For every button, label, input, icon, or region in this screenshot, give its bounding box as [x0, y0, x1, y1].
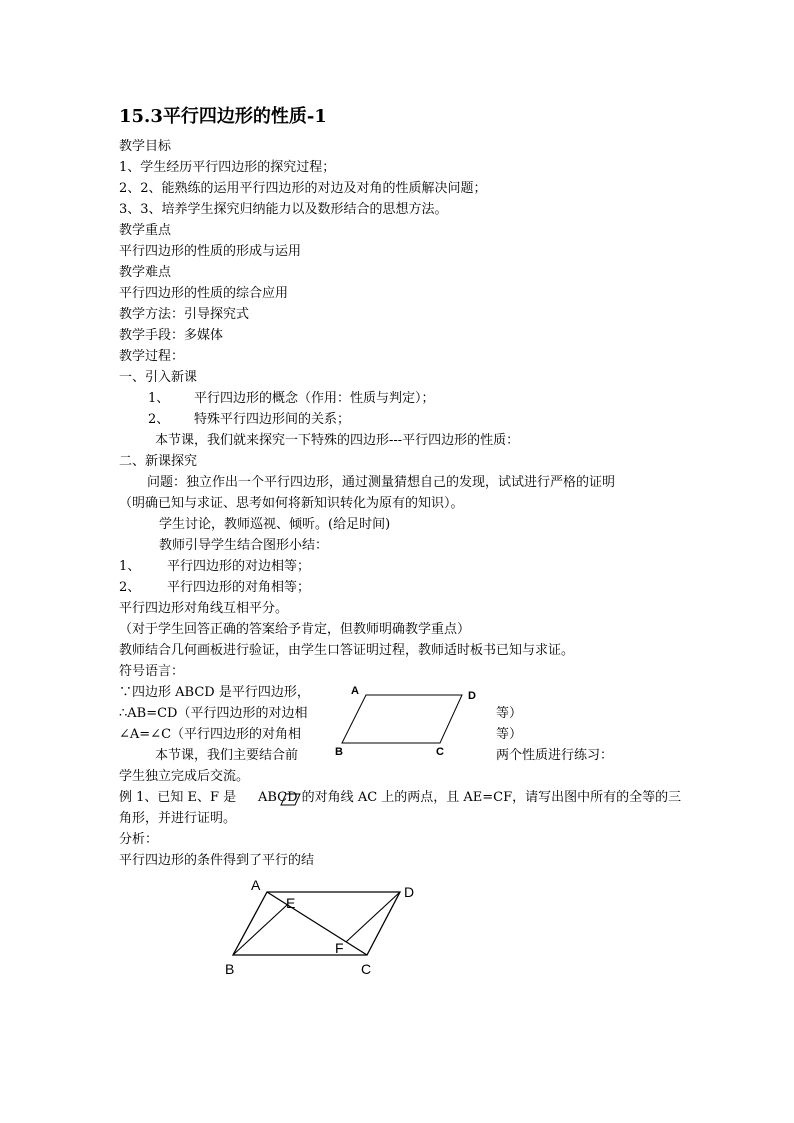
analysis-text: 平行四边形的条件得到了平行的结: [119, 853, 315, 868]
item-number: 1、: [119, 559, 141, 574]
process-heading: 教学过程：: [119, 349, 185, 364]
goals-heading: 教学目标: [119, 139, 172, 154]
teaching-note: （对于学生回答正确的答案给予肯定，但教师明确教学重点）: [119, 622, 471, 637]
item-text: 特殊平行四边形间的关系；: [194, 412, 351, 427]
section1-heading: 一、引入新课: [119, 370, 198, 385]
vertex-label-d: D: [468, 690, 476, 702]
item-text: 平行四边形的概念（作用：性质与判定）；: [194, 391, 435, 406]
parallelogram-figure-2: [215, 872, 425, 982]
goal-item: 3、3、培养学生探究归纳能力以及数形结合的思想方法。: [119, 202, 448, 217]
parallelogram-figure-1: [330, 680, 490, 760]
diagonal-ac: [267, 892, 367, 955]
practice-text-end: 两个性质进行练习：: [496, 748, 614, 763]
teaching-means: 教学手段：多媒体: [119, 328, 224, 343]
section2-heading: 二、新课探究: [119, 454, 198, 469]
item-text: 平行四边形的对角相等；: [167, 580, 311, 595]
example-cont: 角形，并进行证明。: [119, 811, 237, 826]
symbol-line-2: ∴AB=CD（平行四边形的对边相: [119, 706, 308, 721]
vertex-label-b: B: [335, 746, 343, 758]
vertex-label-a: A: [351, 685, 359, 697]
section1-item: [148, 389, 435, 409]
goal-item: 1、学生经历平行四边形的探究过程；: [119, 160, 336, 175]
point-label-f: F: [335, 940, 344, 956]
diagonal-property: 平行四边形对角线互相平分。: [119, 601, 289, 616]
key-heading: 教学重点: [119, 223, 172, 238]
key-text: 平行四边形的性质的形成与运用: [119, 244, 302, 259]
symbol-line-2-end: 等）: [496, 706, 523, 721]
vertex-label-c: C: [436, 746, 444, 758]
item-text: 平行四边形的对边相等；: [167, 559, 311, 574]
question-cont: （明确已知与求证、思考如何将新知识转化为原有的知识）。: [119, 496, 464, 511]
goal-item: 2、2、能熟练的运用平行四边形的对边及对角的性质解决问题；: [119, 181, 487, 196]
page-title: 15.3平行四边形的性质-1: [119, 106, 327, 127]
exchange-text: 学生独立完成后交流。: [119, 769, 250, 784]
difficulty-heading: 教学难点: [119, 265, 172, 280]
discussion-text: 学生讨论，教师巡视、倾听。(给足时间): [159, 517, 391, 532]
example-text-2: ABCD 的对角线 AC 上的两点，且 AE=CF，请写出图中所有的全等的三: [258, 790, 682, 805]
vertex-label-c: C: [361, 961, 372, 977]
vertex-label-a: A: [251, 877, 261, 893]
teaching-method: 教学方法：引导探究式: [119, 307, 250, 322]
analysis-heading: 分析：: [119, 832, 159, 847]
question-text: 问题：独立作出一个平行四边形，通过测量猜想自己的发现，试试进行严格的证明: [147, 475, 616, 490]
vertex-label-b: B: [225, 961, 235, 977]
symbol-line-1: ∵四边形 ABCD 是平行四边形，: [119, 685, 310, 700]
example-text: 例 1、已知 E、F 是: [119, 790, 237, 805]
section1-intro: 本节课，我们就来探究一下特殊的四边形---平行四边形的性质：: [155, 433, 520, 448]
practice-text: 本节课，我们主要结合前: [155, 748, 299, 763]
symbol-line-3: ∠A=∠C（平行四边形的对角相: [119, 727, 302, 742]
section1-item: [148, 410, 350, 430]
item-number: 2、: [148, 412, 170, 427]
property-item: [119, 557, 310, 577]
vertex-label-d: D: [404, 884, 415, 900]
symbol-heading: 符号语言：: [119, 664, 185, 679]
point-label-e: E: [286, 895, 296, 911]
item-number: 1、: [148, 391, 170, 406]
segment-be: [233, 905, 287, 955]
guide-text: 教师引导学生结合图形小结：: [159, 538, 329, 553]
verify-text: 教师结合几何画板进行验证，由学生口答证明过程，教师适时板书已知与求证。: [119, 643, 575, 658]
parallelogram-shape: [342, 695, 462, 743]
symbol-line-3-end: 等）: [496, 727, 523, 742]
item-number: 2、: [119, 580, 141, 595]
property-item: [119, 578, 310, 598]
difficulty-text: 平行四边形的性质的综合应用: [119, 286, 289, 301]
segment-df: [346, 892, 400, 942]
